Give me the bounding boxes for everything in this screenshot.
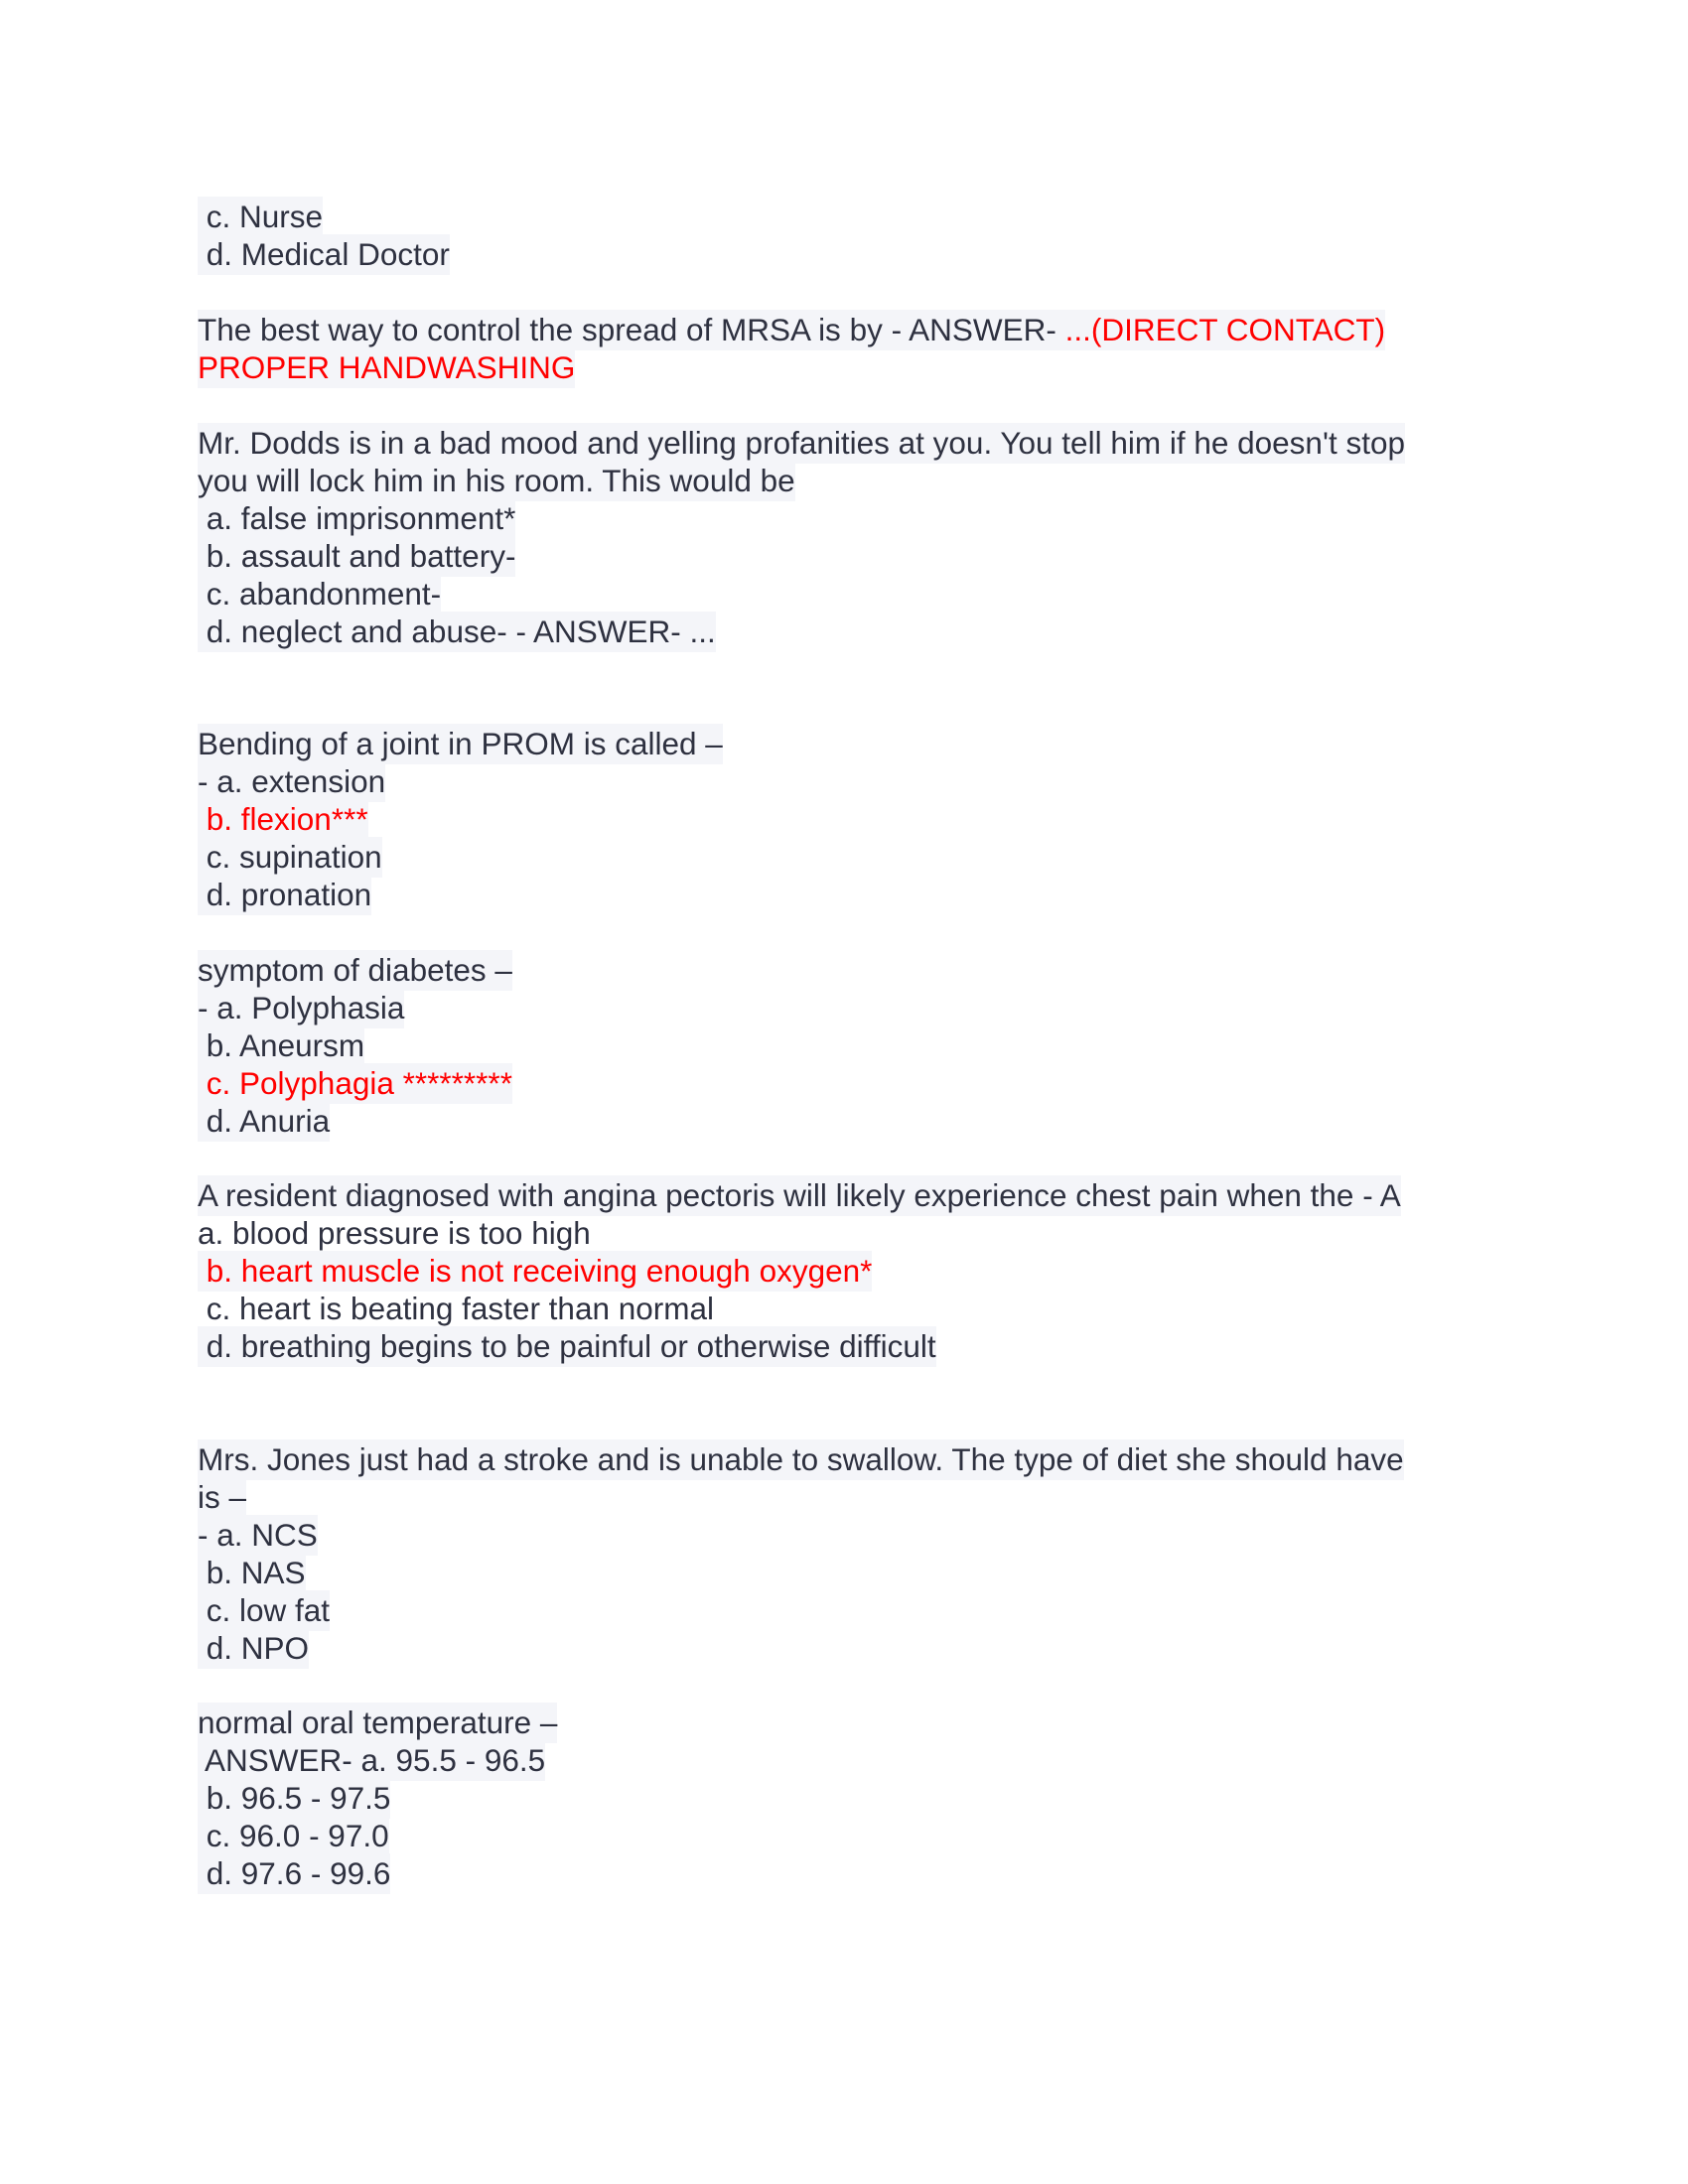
question-block [198,1440,1508,1667]
body-text: c. abandonment- [198,574,441,614]
answer-text: b. flexion*** [198,799,368,840]
text-line [198,838,1508,876]
text-line [198,1779,1508,1817]
body-text: Mr. Dodds is in a bad mood and yelling profanities at you. You tell him if he doesn't stop [198,423,1405,464]
body-text: d. Anuria [198,1101,330,1142]
body-text: d. neglect and abuse- - ANSWER- ... [198,612,716,652]
text-line [198,1327,1508,1365]
text-line [198,725,1508,762]
body-text: b. 96.5 - 97.5 [198,1778,390,1819]
text-line [198,575,1508,613]
text-line [198,462,1508,499]
text-line [198,1026,1508,1064]
text-line [198,613,1508,650]
body-text: - a. Polyphasia [198,988,404,1028]
answer-text: ...(DIRECT CONTACT) [1065,310,1386,350]
text-line [198,1629,1508,1667]
text-line [198,348,1508,386]
body-text: The best way to control the spread of MRSA is by - ANSWER- [198,310,1065,350]
body-text: you will lock him in his room. This would be [198,461,795,501]
body-text: c. low fat [198,1590,330,1631]
body-text: c. supination [198,837,382,878]
text-line [198,424,1508,462]
text-line [198,1478,1508,1516]
question-block [198,1704,1508,1892]
body-text: is – [198,1477,246,1518]
question-block [198,951,1508,1140]
text-line [198,762,1508,800]
body-text: a. false imprisonment* [198,498,515,539]
question-block [198,725,1508,913]
answer-text: c. Polyphagia ********* [198,1063,512,1104]
body-text: - a. NCS [198,1515,318,1556]
body-text: c. heart is beating faster than normal [198,1291,715,1326]
body-text: Mrs. Jones just had a stroke and is unable to swallow. The type of diet she should have [198,1439,1404,1480]
text-line [198,800,1508,838]
text-line [198,1554,1508,1591]
body-text: A resident diagnosed with angina pectoris will likely experience chest pain when the - A [198,1175,1401,1216]
body-text: d. Medical Doctor [198,234,450,275]
body-text: d. pronation [198,875,371,915]
text-line [198,198,1508,235]
body-text: b. Aneursm [198,1025,364,1066]
question-block [198,311,1508,386]
text-line [198,1516,1508,1554]
text-line [198,1591,1508,1629]
text-line [198,1214,1508,1252]
body-text: ANSWER- a. 95.5 - 96.5 [198,1740,545,1781]
text-line [198,1176,1508,1214]
text-line [198,499,1508,537]
text-line [198,537,1508,575]
body-text: Bending of a joint in PROM is called – [198,724,723,764]
body-text: c. Nurse [198,197,323,237]
body-text: b. assault and battery- [198,536,515,577]
text-line [198,1704,1508,1741]
answer-text: PROPER HANDWASHING [198,347,575,388]
question-block [198,1176,1508,1365]
text-line [198,1252,1508,1290]
text-line [198,311,1508,348]
body-text: d. NPO [198,1628,309,1669]
text-line [198,1440,1508,1478]
text-line [198,235,1508,273]
body-text: - a. extension [198,761,385,802]
question-block [198,424,1508,650]
question-block [198,198,1508,273]
body-text: symptom of diabetes – [198,950,512,991]
text-line [198,1741,1508,1779]
text-line [198,1817,1508,1854]
text-line [198,1102,1508,1140]
body-text: normal oral temperature – [198,1703,557,1743]
text-line [198,989,1508,1026]
body-text: d. 97.6 - 99.6 [198,1853,390,1894]
answer-text: b. heart muscle is not receiving enough oxygen* [198,1251,872,1292]
text-line [198,951,1508,989]
body-text: d. breathing begins to be painful or otherwise difficult [198,1326,936,1367]
text-line [198,1064,1508,1102]
text-line [198,876,1508,913]
body-text: a. blood pressure is too high [198,1215,591,1251]
body-text: b. NAS [198,1553,306,1593]
body-text: c. 96.0 - 97.0 [198,1816,389,1856]
text-line [198,1290,1508,1327]
text-line [198,1854,1508,1892]
